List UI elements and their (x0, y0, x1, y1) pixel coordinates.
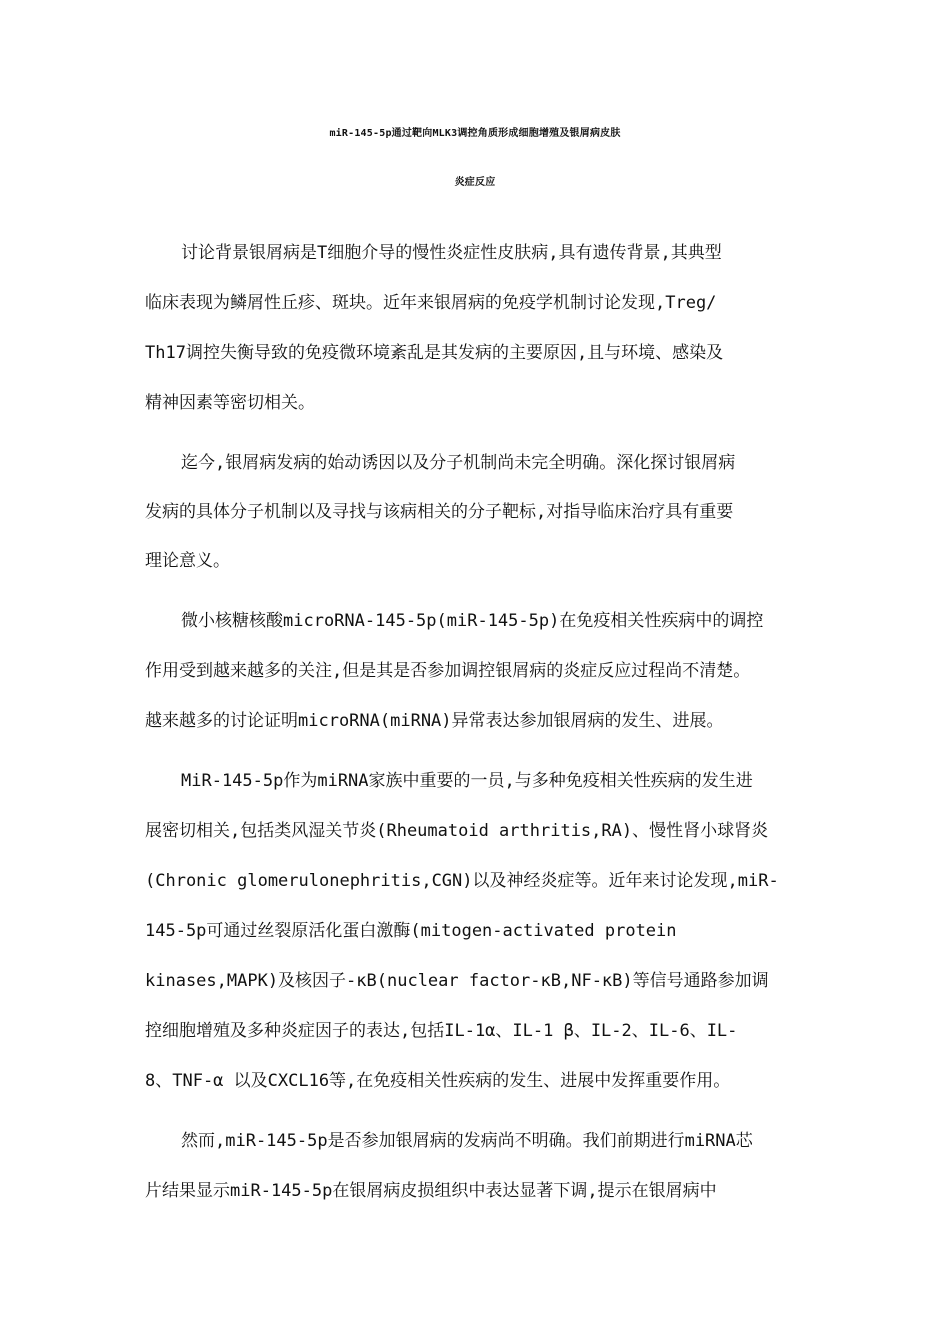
paragraph-5-line-1: 然而,miR-145-5p是否参加银屑病的发病尚不明确。我们前期进行miRNA芯 (181, 1131, 753, 1151)
paragraph-4-line-2: 展密切相关,包括类风湿关节炎(Rheumatoid arthritis,RA)、慢性肾小球肾炎 (145, 821, 769, 841)
paragraph-2-line-3: 理论意义。 (145, 551, 230, 571)
paragraph-1-line-2: 临床表现为鳞屑性丘疹、斑块。近年来银屑病的免疫学机制讨论发现,Treg/ (145, 293, 717, 313)
document-title-line-1: miR-145-5p通过靶向MLK3调控角质形成细胞增殖及银屑病皮肤 (329, 128, 621, 139)
paragraph-4-line-7: 8、TNF-α 以及CXCL16等,在免疫相关性疾病的发生、进展中发挥重要作用。 (145, 1071, 731, 1091)
paragraph-3-line-2: 作用受到越来越多的关注,但是其是否参加调控银屑病的炎症反应过程尚不清楚。 (145, 661, 751, 681)
paragraph-2-line-1: 迄今,银屑病发病的始动诱因以及分子机制尚未完全明确。深化探讨银屑病 (181, 453, 736, 473)
paragraph-4-line-6: 控细胞增殖及多种炎症因子的表达,包括IL-1α、IL-1 β、IL-2、IL-6、IL- (145, 1021, 738, 1041)
paragraph-4-line-4: 145-5p可通过丝裂原活化蛋白激酶(mitogen-activated protein (145, 921, 677, 941)
paragraph-3-line-3: 越来越多的讨论证明microRNA(miRNA)异常表达参加银屑病的发生、进展。 (145, 711, 724, 731)
paragraph-3-line-1: 微小核糖核酸microRNA-145-5p(miR-145-5p)在免疫相关性疾病中的调控 (181, 611, 764, 631)
paragraph-1-line-1: 讨论背景银屑病是T细胞介导的慢性炎症性皮肤病,具有遗传背景,其典型 (181, 243, 722, 263)
paragraph-4-line-5: kinases,MAPK)及核因子-κB(nuclear factor-κB,NF-κB)等信号通路参加调 (145, 971, 769, 991)
paragraph-4-line-1: MiR-145-5p作为miRNA家族中重要的一员,与多种免疫相关性疾病的发生进 (181, 771, 753, 791)
paragraph-1-line-4: 精神因素等密切相关。 (145, 393, 315, 413)
paragraph-5-line-2: 片结果显示miR-145-5p在银屑病皮损组织中表达显著下调,提示在银屑病中 (145, 1181, 717, 1201)
paragraph-4-line-3: (Chronic glomerulonephritis,CGN)以及神经炎症等。近年来讨论发现,miR- (145, 871, 779, 891)
document-title-line-2: 炎症反应 (454, 177, 496, 188)
paragraph-2-line-2: 发病的具体分子机制以及寻找与该病相关的分子靶标,对指导临床治疗具有重要 (145, 502, 734, 522)
paragraph-1-line-3: Th17调控失衡导致的免疫微环境紊乱是其发病的主要原因,且与环境、感染及 (145, 343, 724, 363)
